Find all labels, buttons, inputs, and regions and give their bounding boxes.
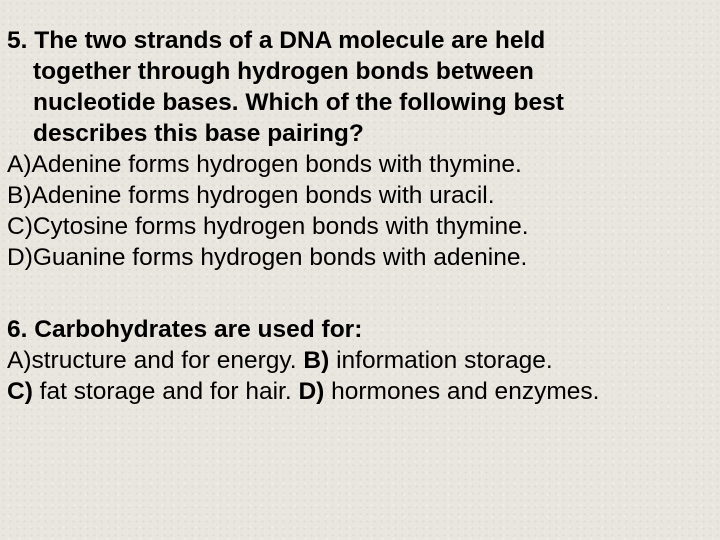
q5-option-c-letter: C) xyxy=(7,213,33,240)
q6-question xyxy=(7,314,713,345)
q5-option-b-text: Adenine forms hydrogen bonds with uracil. xyxy=(31,182,495,209)
q5-option-a-text: Adenine forms hydrogen bonds with thymine. xyxy=(31,151,522,178)
q5-option-a xyxy=(7,149,713,180)
q6-option-d-text: hormones and enzymes. xyxy=(331,378,600,405)
q6-number: 6. xyxy=(7,316,28,343)
slide-content xyxy=(7,25,713,407)
q5-question-line-2: together through hydrogen bonds between xyxy=(33,58,534,85)
q6-option-b-text: information storage. xyxy=(336,347,553,374)
q5-option-a-letter: A) xyxy=(7,151,32,178)
q6-option-a-letter: A) xyxy=(7,347,32,374)
q5-option-c xyxy=(7,211,713,242)
q6-options-line-2 xyxy=(7,376,713,407)
q5-question-line-3: nucleotide bases. Which of the following best xyxy=(33,89,564,116)
q5-question-text-1: The two strands of a DNA molecule are held xyxy=(34,27,546,54)
q6-option-c-text: fat storage and for hair. xyxy=(39,378,292,405)
q5-question-line-4: describes this base pairing? xyxy=(33,120,364,147)
q5-option-d xyxy=(7,242,713,273)
q5-option-d-letter: D) xyxy=(7,244,33,271)
q6-option-c-letter: C) xyxy=(7,378,33,405)
q6-option-a-text: structure and for energy. xyxy=(31,347,297,374)
q6-question-text: Carbohydrates are used for: xyxy=(34,316,363,343)
q5-question-line-1 xyxy=(7,25,713,56)
q5-number: 5. xyxy=(7,27,28,54)
q5-option-d-text: Guanine forms hydrogen bonds with adenine. xyxy=(32,244,528,271)
question-spacer xyxy=(7,273,713,314)
q5-option-c-text: Cytosine forms hydrogen bonds with thymine. xyxy=(32,213,529,240)
q5-option-b xyxy=(7,180,713,211)
q5-option-b-letter: B) xyxy=(7,182,32,209)
q6-options-line-1 xyxy=(7,345,713,376)
q6-option-b-letter: B) xyxy=(303,347,330,374)
q6-option-d-letter: D) xyxy=(298,378,325,405)
